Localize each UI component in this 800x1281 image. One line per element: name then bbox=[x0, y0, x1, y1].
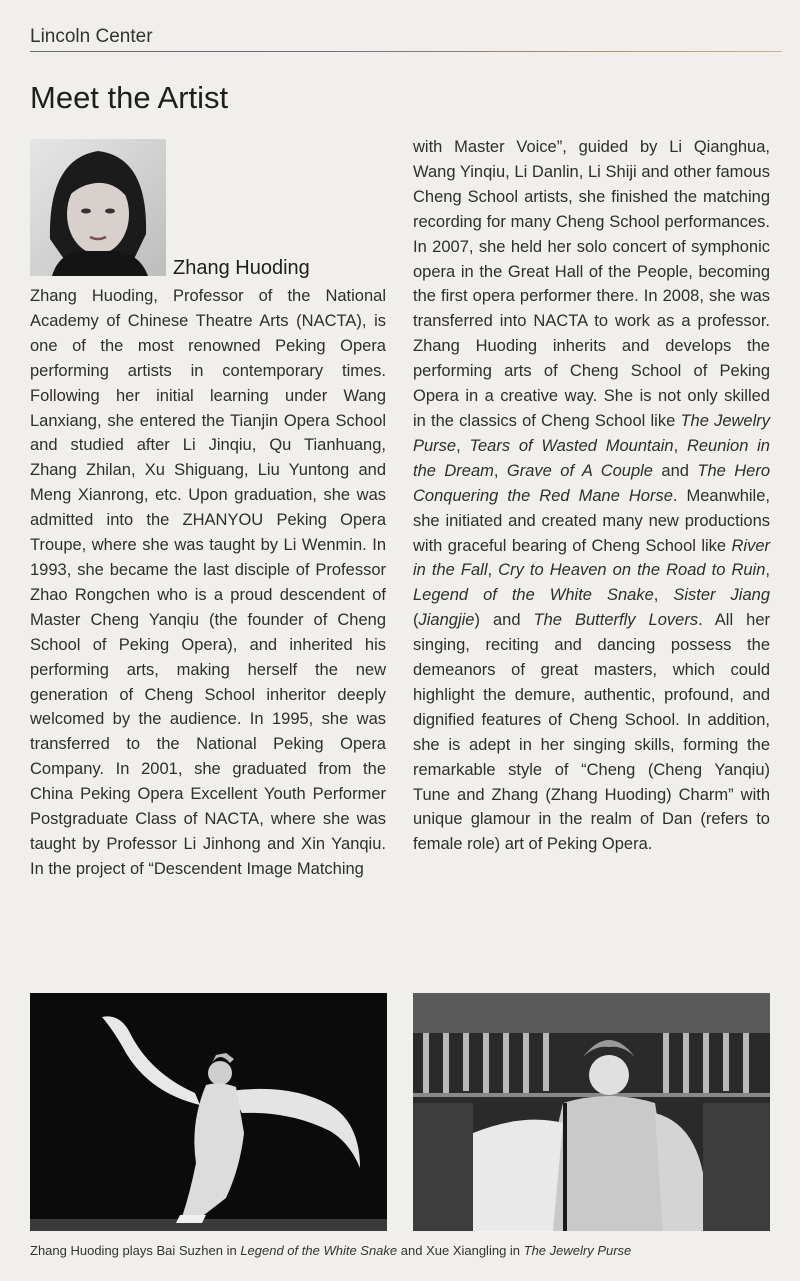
work-title: River in the Fall bbox=[413, 536, 770, 580]
performance-photo-jewelry-purse bbox=[413, 993, 770, 1231]
work-title: Sister Jiang bbox=[673, 586, 770, 605]
bio-text: , bbox=[487, 561, 499, 580]
work-title: Legend of the White Snake bbox=[413, 586, 654, 605]
caption-work-title: The Jewelry Purse bbox=[523, 1243, 632, 1258]
performance-photo-white-snake bbox=[30, 993, 387, 1231]
bio-text: , bbox=[456, 436, 470, 455]
bio-text: ( bbox=[413, 611, 419, 630]
bio-text: . All her singing, reciting and dancing possess the demeanors of great masters, which could highlight the demure, authentic, profound, and dignified features of Cheng School. In addition, she is adept in her singing skills, forming the remarkable style of “Cheng (Cheng Yanqiu) Tune and Zhang (Zhang Huoding) Charm” with unique glamour in the realm of Dan (refers to female role) art of Peking Opera. bbox=[413, 611, 770, 854]
bio-text: , bbox=[673, 436, 687, 455]
caption-text: Zhang Huoding plays Bai Suzhen in bbox=[30, 1243, 241, 1258]
biography-left-column: Zhang Huoding, Professor of the National Academy of Chinese Theatre Arts (NACTA), is one of the most renowned Peking Opera performing artists in contemporary times. Following her initial learning under Wang Lanxiang, she entered the Tianjin Opera School and studied after Li Jinqiu, Qu Tianhuang, Zhang Zhilan, Xu Shiguang, Liu Yuntong and Meng Xianrong, etc. Upon graduation, she was admitted into the ZHANYOU Peking Opera Troupe, where she was taught by Li Wenmin. In 1993, she became the last disciple of Professor Zhao Rongchen who is a proud descendent of Master Cheng Yanqiu (the founder of Cheng School of Peking Opera), and inherited his performing arts, making herself the new generation of Cheng School inheritor deeply welcomed by the audience. In 1995, she was transferred to the National Peking Opera Company. In 2001, she graduated from the China Peking Opera Excellent Youth Performer Postgraduate Class of NACTA, where she was taught by Professor Li Jinhong and Xin Yanqiu. In the project of “Descendent Image Matching bbox=[30, 287, 386, 878]
bio-text: , bbox=[765, 561, 770, 580]
work-title: Tears of Wasted Mountain bbox=[469, 436, 674, 455]
work-title: The Hero Conquering the Red Mane Horse bbox=[413, 461, 771, 505]
caption-work-title: Legend of the White Snake bbox=[240, 1243, 398, 1258]
bio-text: , bbox=[493, 461, 507, 480]
artist-portrait-photo bbox=[30, 139, 166, 276]
bio-text: ) and bbox=[474, 611, 534, 630]
page-title: Meet the Artist bbox=[30, 80, 229, 115]
work-title: Reunion in the Dream bbox=[413, 436, 770, 480]
work-title: Cry to Heaven on the Road to Ruin bbox=[498, 561, 766, 580]
header-divider bbox=[30, 51, 782, 52]
bio-text: , bbox=[653, 586, 674, 605]
bio-text: and bbox=[652, 461, 698, 480]
work-title: Grave of A Couple bbox=[506, 461, 653, 480]
caption-text: and Xue Xiangling in bbox=[397, 1243, 524, 1258]
biography-right-column bbox=[413, 135, 770, 857]
bio-text: with Master Voice”, guided by Li Qianghua, Wang Yinqiu, Li Danlin, Li Shiji and other famous Cheng School artists, she finished the matching recording for many Cheng School performances. In 2007, she held her solo concert of symphonic opera in the Great Hall of the People, becoming the first opera performer there. In 2008, she was transferred into NACTA to work as a professor. Zhang Huoding inherits and develops the performing arts of Cheng School of Peking Opera in a creative way. She is not only skilled in the classics of Cheng School like bbox=[413, 138, 770, 430]
photo-caption bbox=[30, 1243, 631, 1258]
work-title: The Jewelry Purse bbox=[413, 411, 771, 455]
section-header: Lincoln Center bbox=[30, 26, 153, 47]
artist-name-heading: Zhang Huoding bbox=[173, 257, 310, 279]
bio-text: . Meanwhile, she initiated and created many new productions with graceful bearing of Cheng School like bbox=[413, 486, 770, 555]
work-title: Jiangjie bbox=[418, 611, 475, 630]
work-title: The Butterfly Lovers bbox=[533, 611, 699, 630]
